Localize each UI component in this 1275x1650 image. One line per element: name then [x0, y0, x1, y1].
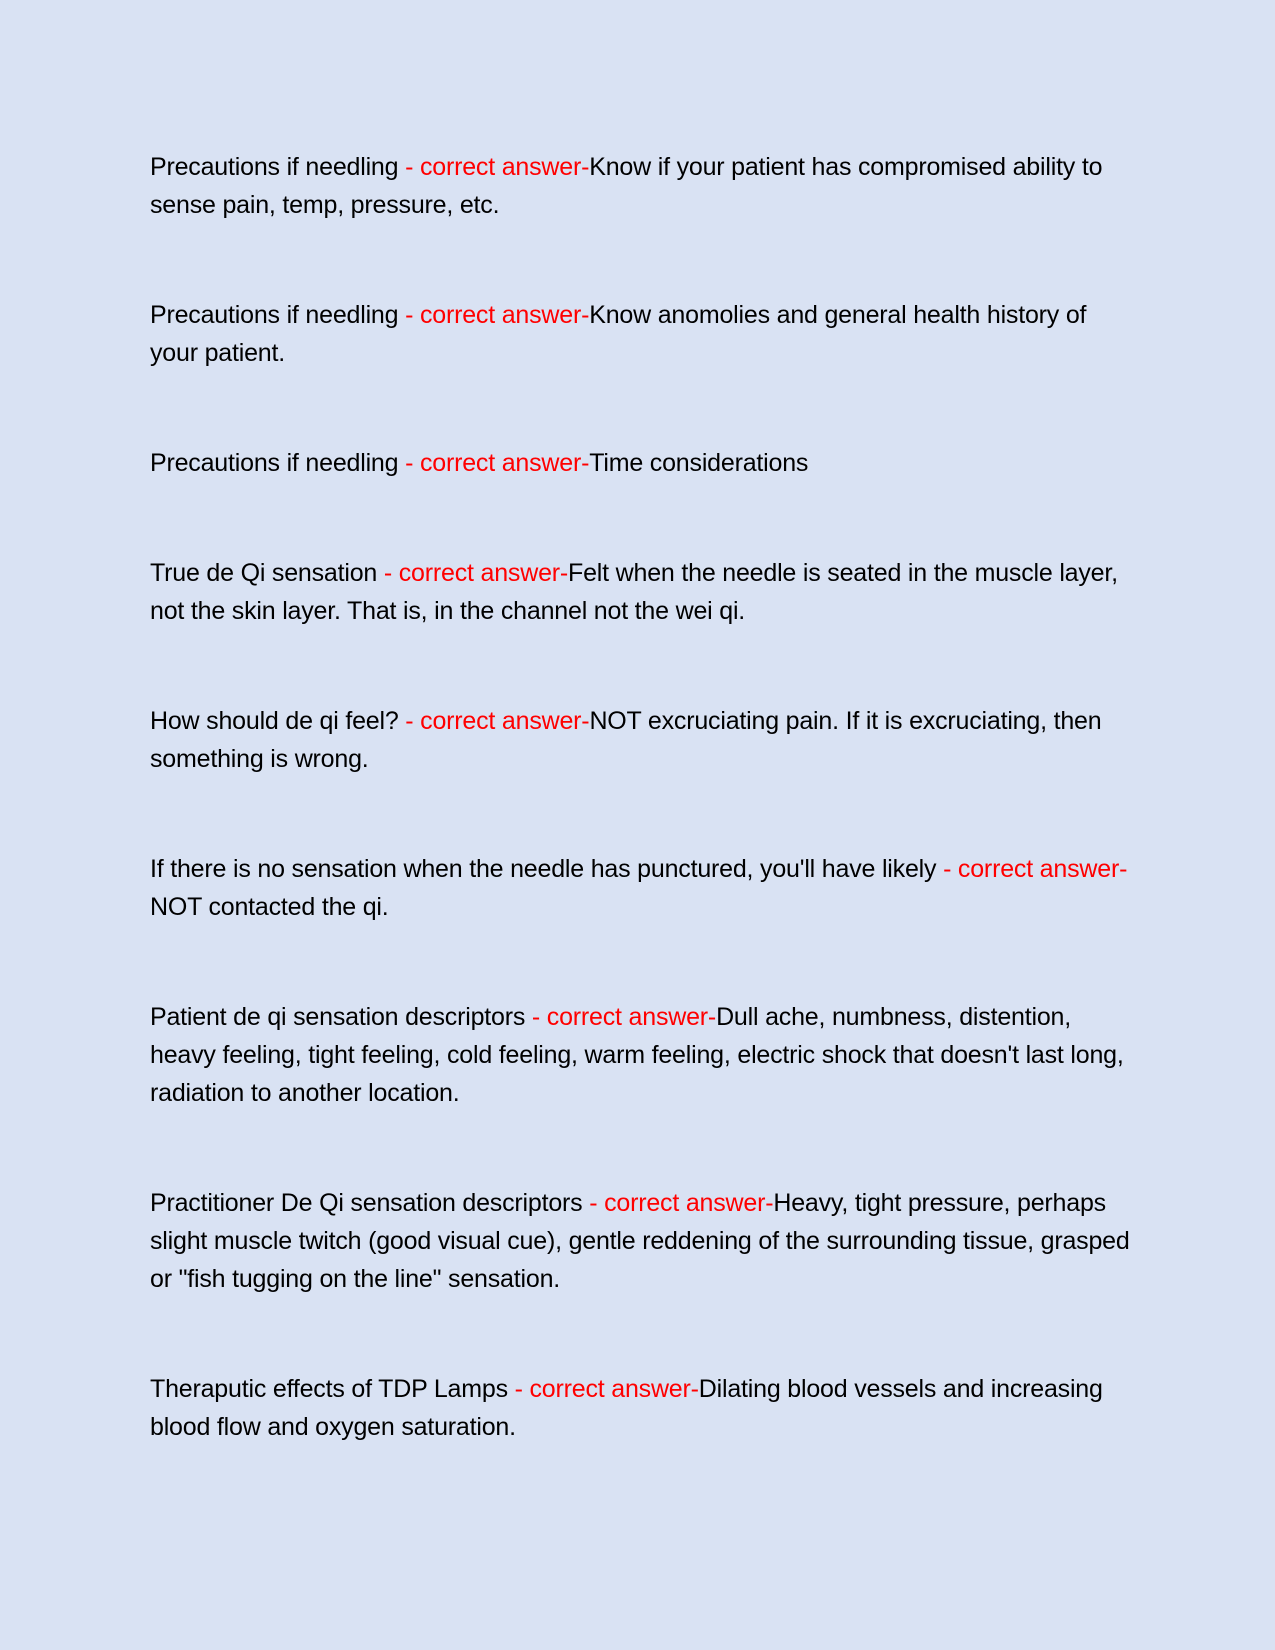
flashcard [150, 1370, 1140, 1446]
flashcard-term: If there is no sensation when the needle has punctured, you'll have likely [150, 855, 944, 883]
flashcard-term: Practitioner De Qi sensation descriptors [150, 1189, 590, 1217]
flashcard [150, 148, 1140, 224]
flashcard [150, 554, 1140, 630]
flashcard-separator: - correct answer- [405, 707, 590, 735]
flashcard-definition: NOT excruciating pain. If it is excruciating, then something is wrong. [150, 707, 1102, 773]
flashcard [150, 444, 1140, 482]
flashcard-separator: - correct answer- [405, 301, 590, 329]
flashcard-term: Theraputic effects of TDP Lamps [150, 1375, 515, 1403]
flashcard [150, 998, 1140, 1112]
flashcard-separator: - correct answer- [589, 1189, 774, 1217]
flashcard-term: Patient de qi sensation descriptors [150, 1003, 532, 1031]
flashcard-definition: Know if your patient has compromised ability to sense pain, temp, pressure, etc. [150, 153, 1103, 219]
flashcard-term: How should de qi feel? [150, 707, 406, 735]
flashcard-separator: - correct answer- [943, 855, 1128, 883]
flashcard-definition: Felt when the needle is seated in the muscle layer, not the skin layer. That is, in the channel not the wei qi. [150, 559, 1118, 625]
flashcard-term: Precautions if needling [150, 449, 406, 477]
flashcard-definition: NOT contacted the qi. [150, 893, 389, 921]
flashcard-definition: Know anomolies and general health history of your patient. [150, 301, 1087, 367]
document-page [150, 148, 1140, 1446]
flashcard-separator: - correct answer- [383, 559, 569, 587]
flashcard-separator: - correct answer- [405, 449, 590, 477]
flashcard-separator: - correct answer- [405, 153, 590, 181]
flashcard-definition: Time considerations [589, 449, 809, 477]
flashcard-separator: - correct answer- [531, 1003, 717, 1031]
flashcard-definition: Dilating blood vessels and increasing blood flow and oxygen saturation. [150, 1375, 1103, 1441]
flashcard-term: Precautions if needling [150, 153, 406, 181]
flashcard [150, 1184, 1140, 1298]
flashcard [150, 850, 1140, 926]
flashcard-term: Precautions if needling [150, 301, 406, 329]
flashcard-definition: Dull ache, numbness, distention, heavy feeling, tight feeling, cold feeling, warm feeling, electric shock that doesn't last long, radiation to another location. [150, 1003, 1124, 1107]
flashcard-definition: Heavy, tight pressure, perhaps slight muscle twitch (good visual cue), gentle reddening of the surrounding tissue, grasped or "fish tugging on the line" sensation. [150, 1189, 1130, 1293]
flashcard-term: True de Qi sensation [150, 559, 384, 587]
flashcard [150, 296, 1140, 372]
flashcard [150, 702, 1140, 778]
flashcard-separator: - correct answer- [514, 1375, 699, 1403]
